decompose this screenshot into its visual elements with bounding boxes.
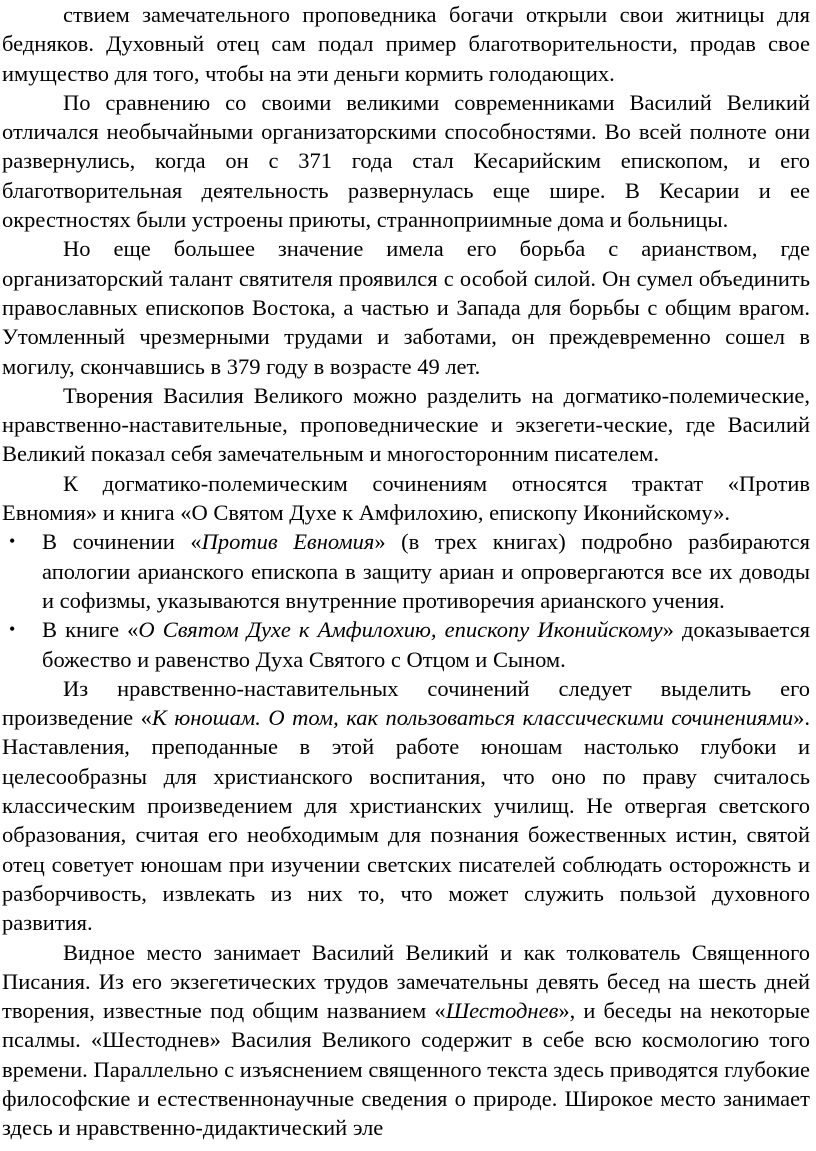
paragraph-6-pre: Из нравственно-наставительных сочинений следует выделить его произведение «: [2, 675, 810, 731]
paragraph-6-title: К юношам. О том, как пользоваться классическими сочинениями: [151, 705, 794, 731]
bullet-1-post: » (в трех книгах) подробно разбираются апологии арианского епископа в защиту ариан и опровергаются все их доводы и софизмы, указываются внутренние противоречия арианского учения.: [42, 529, 810, 613]
paragraph-6: [2, 674, 810, 938]
list-item: [9, 615, 810, 674]
paragraph-6-post: ». Наставления, преподанные в этой работе юношам настолько глубоки и целесообразны для христианского воспитания, что оно по праву считалось классическим произведением для христианских училищ. Не отвергая светского образования, считая его необходимым для познания божественных истин, святой отец советует юношам при изучении светских писателей соблюдать осторожнсть и разборчивость, извлекать из них то, что может служить пользой духовного развития.: [2, 705, 810, 936]
bullet-2-pre: В книге «: [42, 617, 139, 643]
bullet-2-post: » доказывается божество и равенство Духа Святого с Отцом и Сыном.: [42, 617, 810, 672]
paragraph-4: Творения Василия Великого можно разделить на догматико-полемические, нравственно-наставительные, проповеднические и экзегети-ческие, где Василий Великий показал себя замечательным и многосторонним писателем.: [2, 382, 810, 467]
paragraph-7: [2, 938, 810, 1143]
paragraph-3: Но еще большее значение имела его борьба с арианством, где организаторский талант святителя проявился с особой силой. Он сумел объединить православных епископов Востока, а частью и Запада для борьбы с общим врагом. Утомленный чрезмерными трудами и заботами, он преждевременно сошел в могилу, скончавшись в 379 году в возрасте 49 лет.: [2, 236, 810, 379]
list-item: [9, 527, 810, 615]
paragraph-5: К догматико-полемическим сочинениям относятся трактат «Против Евномия» и книга «О Святом Духе к Амфилохию, епископу Иконийскому».: [2, 470, 810, 526]
bullet-1-title: Против Евномия: [201, 529, 375, 555]
bullet-icon: •: [9, 531, 16, 552]
paragraph-7-post: », и беседы на некоторые псалмы. «Шестоднев» Василия Великого содержит в себе всю космологию того времени. Параллельно с изъяснением священного текста здесь приводятся глубокие философские и естественнонаучные сведения о природе. Широкое место занимает здесь и нравственно-дидактический эле: [2, 998, 810, 1141]
paragraph-7-pre: Видное место занимает Василий Великий и как толкователь Священного Писания. Из его экзегетических трудов замечательны девять бесед на шесть дней творения, известные под общим названием «: [2, 939, 810, 1024]
bullet-icon: •: [9, 619, 16, 640]
paragraph-2: По сравнению со своими великими современниками Василий Великий отличался необычайными организаторскими способностями. Во всей полноте они развернулись, когда он с 371 года стал Кесарийским епископом, и его благотворительная деятельность развернулась еще шире. В Кесарии и ее окрестностях были устроены приюты, странноприимные дома и больницы.: [2, 89, 810, 233]
bullet-2-title: О Святом Духе к Амфилохию, епископу Иконийскому: [138, 617, 663, 643]
paragraph-1: ствием замечательного проповедника богачи открыли свои житницы для бедняков. Духовный отец сам подал пример благотворительности, продав свое имущество для того, чтобы на эти деньги кормить голодающих.: [2, 2, 810, 86]
paragraph-7-title: Шестоднев: [445, 998, 559, 1024]
bullet-list: [2, 527, 810, 673]
bullet-1-pre: В сочинении «: [42, 529, 202, 555]
